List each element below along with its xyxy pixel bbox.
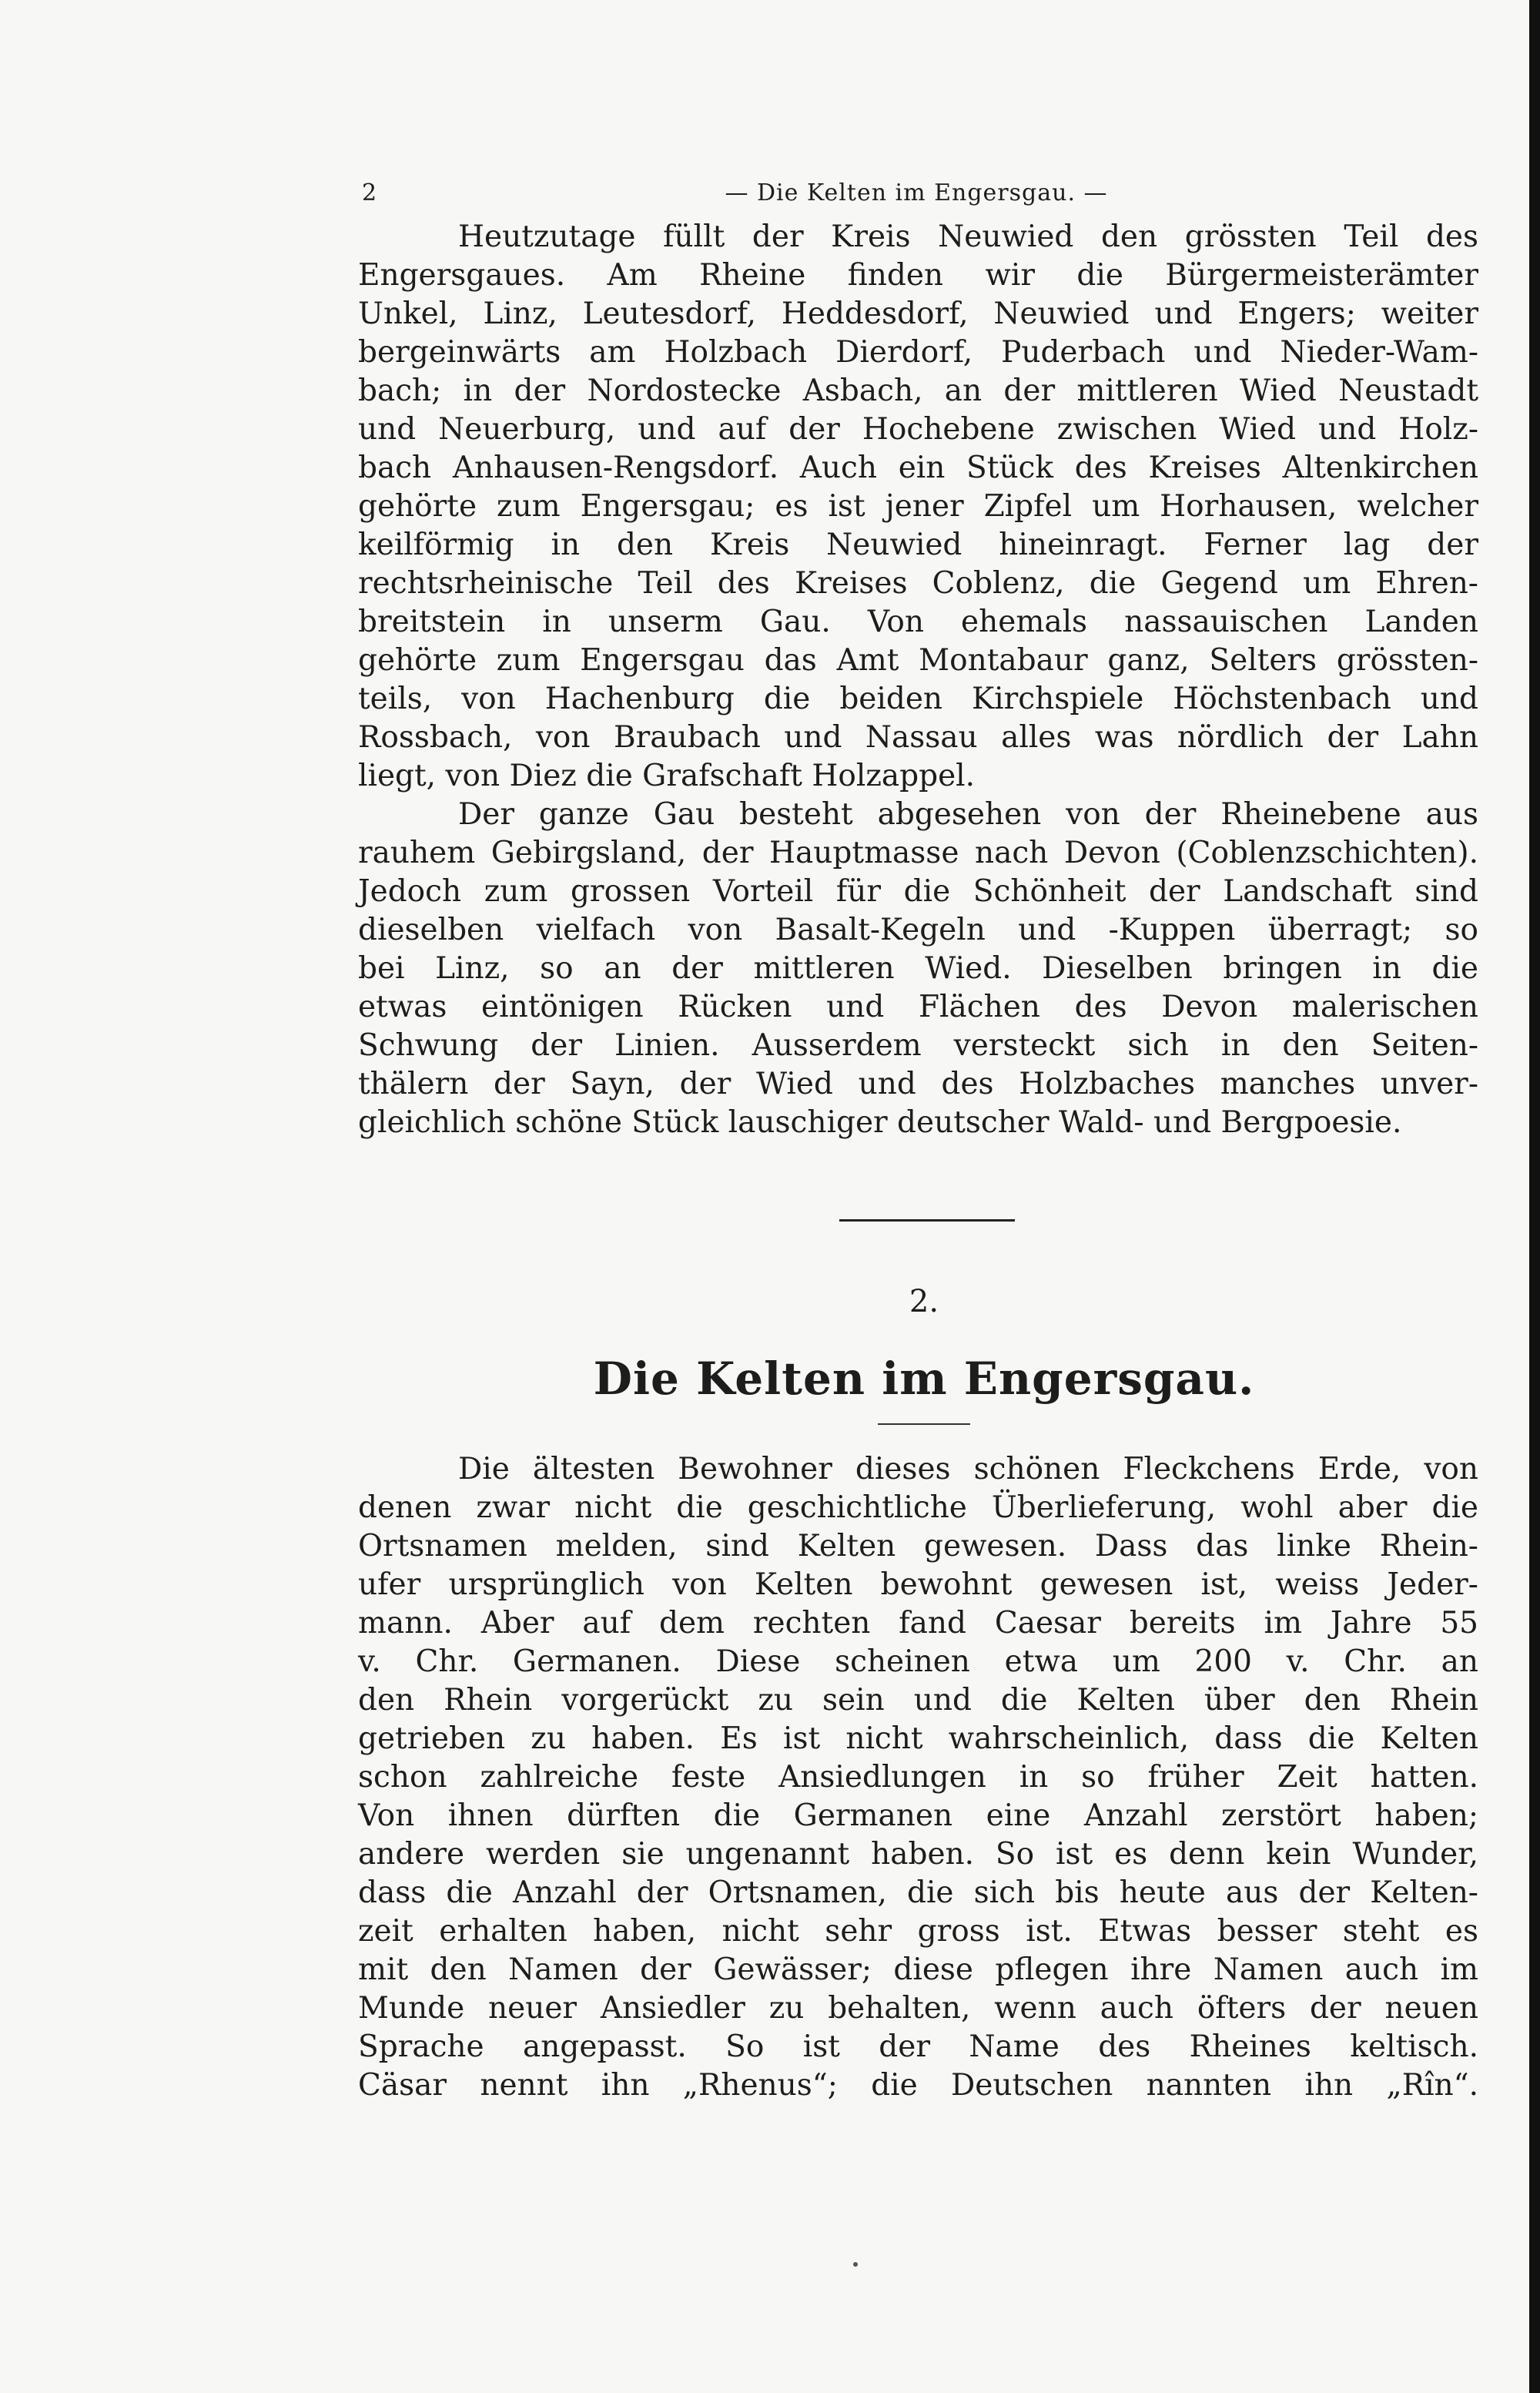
text-line: andere werden sie ungenannt haben. So ist es denn kein Wunder, [358, 1837, 1478, 1872]
page-number: 2 [362, 179, 377, 206]
running-title: — Die Kelten im Engersgau. — [725, 179, 1108, 206]
text-line: keilförmig in den Kreis Neuwied hineinragt. Ferner lag der [358, 528, 1478, 562]
text-line: und Neuerburg, und auf der Hochebene zwischen Wied und Holz- [358, 412, 1478, 447]
page-edge [1529, 0, 1540, 2393]
text-line: denen zwar nicht die geschichtliche Überlieferung, wohl aber die [358, 1490, 1478, 1525]
text-line: bach Anhausen-Rengsdorf. Auch ein Stück des Kreises Altenkirchen [358, 451, 1478, 485]
text-line: Sprache angepasst. So ist der Name des Rheines keltisch. [358, 2029, 1478, 2064]
section-number: 2. [909, 1284, 939, 1319]
paragraph-celts [358, 1450, 1478, 2105]
text-line: etwas eintönigen Rücken und Flächen des Devon malerischen [358, 990, 1478, 1024]
text-line: Munde neuer Ansiedler zu behalten, wenn auch öfters der neuen [358, 1991, 1478, 2026]
text-line: thälern der Sayn, der Wied und des Holzbaches manches unver- [358, 1067, 1478, 1101]
text-line: dieselben vielfach von Basalt-Kegeln und -Kuppen überragt; so [358, 913, 1478, 947]
text-line: getrieben zu haben. Es ist nicht wahrscheinlich, dass die Kelten [358, 1721, 1478, 1756]
text-line: bergeinwärts am Holzbach Dierdorf, Puderbach und Nieder-Wam- [358, 335, 1478, 370]
print-speck [853, 2262, 858, 2267]
text-line: mit den Namen der Gewässer; diese pflegen ihre Namen auch im [358, 1952, 1478, 1987]
text-line: gehörte zum Engersgau das Amt Montabaur ganz, Selters grössten- [358, 643, 1478, 678]
text-line: Der ganze Gau besteht abgesehen von der Rheinebene aus [458, 797, 1478, 832]
text-line: Engersgaues. Am Rheine finden wir die Bürgermeisterämter [358, 258, 1478, 293]
text-line: v. Chr. Germanen. Diese scheinen etwa um 200 v. Chr. an [358, 1644, 1478, 1679]
text-line: liegt, von Diez die Grafschaft Holzappel. [358, 759, 976, 793]
text-line: Von ihnen dürften die Germanen eine Anzahl zerstört haben; [358, 1798, 1478, 1833]
text-line: Schwung der Linien. Ausserdem versteckt sich in den Seiten- [358, 1028, 1478, 1063]
text-line: Unkel, Linz, Leutesdorf, Heddesdorf, Neuwied und Engers; weiter [358, 297, 1478, 331]
text-line: dass die Anzahl der Ortsnamen, die sich bis heute aus der Kelten- [358, 1875, 1478, 1910]
text-line: Die ältesten Bewohner dieses schönen Fleckchens Erde, von [458, 1452, 1478, 1486]
text-line: gleichlich schöne Stück lauschiger deutscher Wald- und Bergpoesie. [358, 1105, 1402, 1140]
text-line: bach; in der Nordostecke Asbach, an der mittleren Wied Neustadt [358, 374, 1478, 408]
text-line: Heutzutage füllt der Kreis Neuwied den grössten Teil des [458, 220, 1478, 254]
text-line: schon zahlreiche feste Ansiedlungen in so früher Zeit hatten. [358, 1760, 1478, 1795]
text-line: den Rhein vorgerückt zu sein und die Kelten über den Rhein [358, 1683, 1478, 1718]
section-title: Die Kelten im Engersgau. [593, 1352, 1255, 1405]
text-line: breitstein in unserm Gau. Von ehemals nassauischen Landen [358, 605, 1478, 639]
paragraph-county-neuwied [358, 218, 1478, 796]
running-header [362, 174, 1471, 213]
text-line: mann. Aber auf dem rechten fand Caesar bereits im Jahre 55 [358, 1606, 1478, 1641]
paragraph-landscape [358, 796, 1478, 1142]
text-line: Cäsar nennt ihn „Rhenus“; die Deutschen nannten ihn „Rîn“. [358, 2068, 1478, 2103]
text-line: zeit erhalten haben, nicht sehr gross ist. Etwas besser steht es [358, 1914, 1478, 1949]
text-line: rauhem Gebirgsland, der Hauptmasse nach Devon (Coblenzschichten). [358, 836, 1478, 870]
text-line: gehörte zum Engersgau; es ist jener Zipfel um Horhausen, welcher [358, 489, 1478, 524]
text-line: teils, von Hachenburg die beiden Kirchspiele Höchstenbach und [358, 682, 1478, 716]
text-line: Jedoch zum grossen Vorteil für die Schönheit der Landschaft sind [358, 874, 1478, 909]
text-line: ufer ursprünglich von Kelten bewohnt gewesen ist, weiss Jeder- [358, 1567, 1478, 1602]
text-line: Rossbach, von Braubach und Nassau alles was nördlich der Lahn [358, 720, 1478, 755]
section-divider [839, 1219, 1015, 1222]
text-line: bei Linz, so an der mittleren Wied. Dieselben bringen in die [358, 951, 1478, 986]
title-rule [878, 1423, 970, 1425]
text-line: Ortsnamen melden, sind Kelten gewesen. Dass das linke Rhein- [358, 1529, 1478, 1563]
text-line: rechtsrheinische Teil des Kreises Coblenz, die Gegend um Ehren- [358, 566, 1478, 601]
